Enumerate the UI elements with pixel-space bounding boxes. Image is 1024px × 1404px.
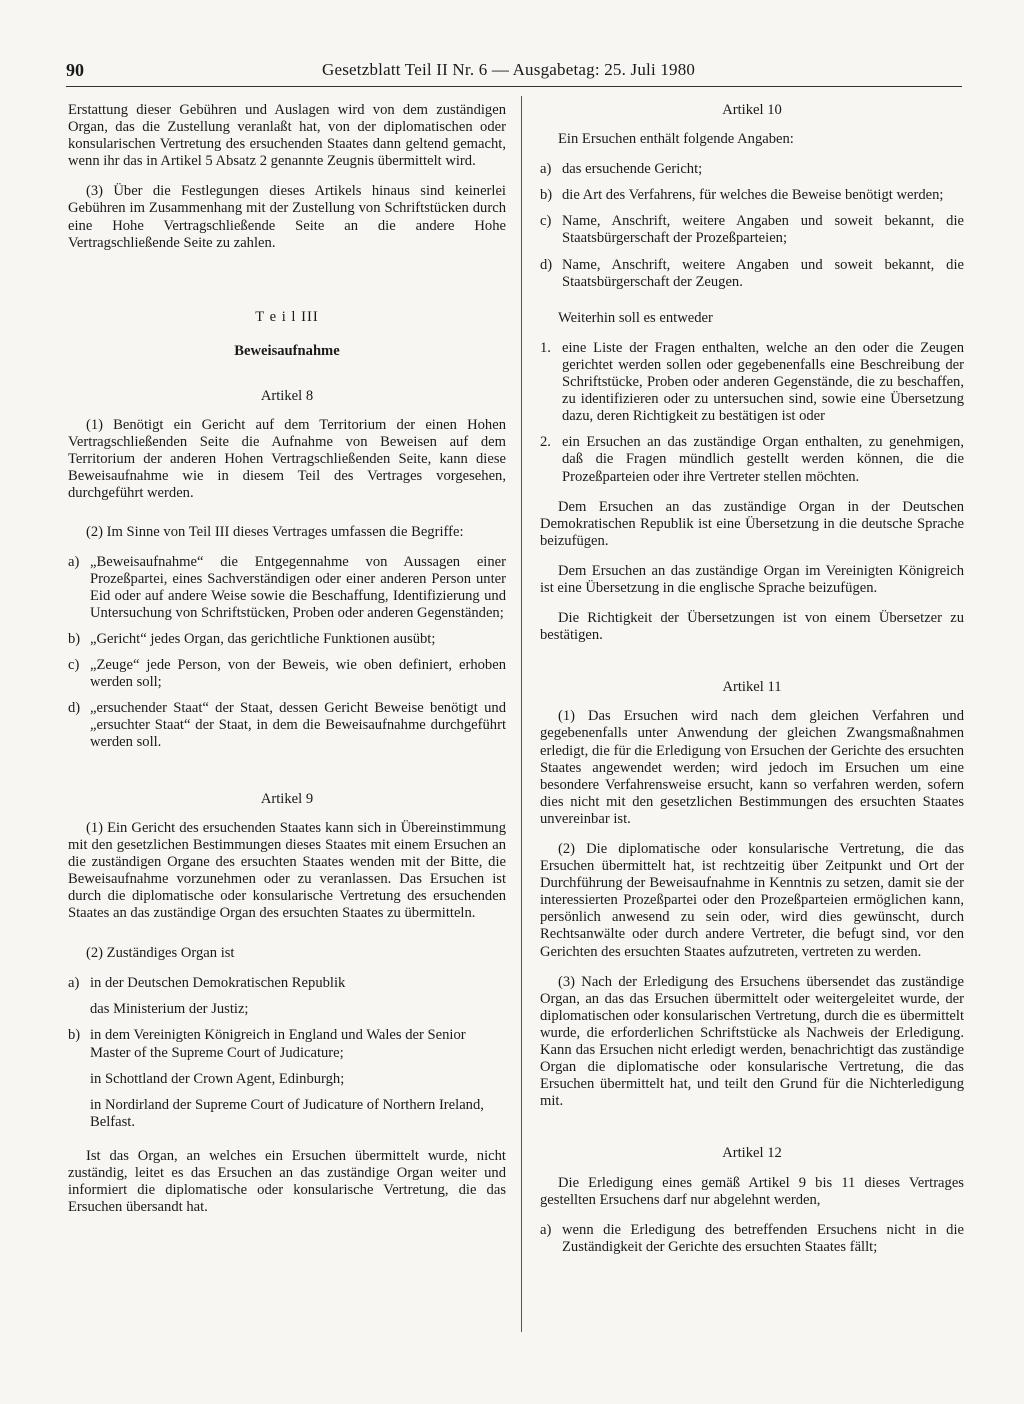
- paragraph: Die Richtigkeit der Übersetzungen ist von einem Übersetzer zu bestätigen.: [540, 610, 964, 644]
- list-item: c) Name, Anschrift, weitere Angaben und soweit bekannt, die Staatsbürgerschaft der Prozeßparteien;: [540, 213, 964, 247]
- list-item: c) „Zeuge“ jede Person, von der Beweis, wie oben definiert, erhoben werden soll;: [68, 657, 506, 691]
- article-heading: Artikel 9: [260, 790, 314, 807]
- paragraph: (1) Ein Gericht des ersuchenden Staates kann sich in Übereinstimmung mit den gesetzlichen Bestimmungen dieses Staates mit einem Ersuchen an die zuständigen Organe des ersuchten Staates wenden mit der Bitte, die Beweisaufnahme vorzunehmen oder zu veranlassen. Das Ersuchen ist durch die diplomatische oder konsularische Vertretung des ersuchenden Staates an das zuständige Organ des ersuchten Staates zu übermitteln.: [68, 819, 506, 922]
- paragraph: Ein Ersuchen enthält folgende Angaben:: [558, 131, 794, 148]
- list-item: a) in der Deutschen Demokratischen Republik: [68, 975, 346, 992]
- running-head: Gesetzblatt Teil II Nr. 6 — Ausgabetag: 25. Juli 1980: [322, 60, 696, 79]
- list-item: d) Name, Anschrift, weitere Angaben und soweit bekannt, die Staatsbürgerschaft der Zeugen.: [540, 256, 964, 290]
- list-item: 2. ein Ersuchen an das zuständige Organ enthalten, zu genehmigen, daß die Fragen mündlich gestellt werden können, die die Prozeßparteien oder ihre Vertreter stellen möchten.: [540, 434, 964, 485]
- list-item: b) in dem Vereinigten Königreich in England und Wales der Senior Master of the Supreme Court of Judicature;: [68, 1027, 466, 1061]
- list-item: a) wenn die Erledigung des betreffenden Ersuchens nicht in die Zuständigkeit der Gerichte des ersuchten Staates fällt;: [540, 1221, 964, 1255]
- paragraph: Erstattung dieser Gebühren und Auslagen wird von dem zuständigen Organ, das die Zustellung veranlaßt hat, von der diplomatischen oder konsularischen Vertretung des ersuchenden Staates dann geltend gemacht, wenn ihr das in Artikel 5 Absatz 2 genannte Zeugnis übermittelt wird.: [68, 102, 506, 170]
- list-item: b) die Art des Verfahrens, für welches die Beweise benötigt werden;: [540, 187, 944, 204]
- paragraph: (1) Benötigt ein Gericht auf dem Territorium der einen Hohen Vertragschließenden Seite die Aufnahme von Beweisen auf dem Territorium der anderen Hohen Vertragschließenden Seite, kann diese Beweisaufnahme wie in diesem Teil des Vertrages vorgesehen, durchgeführt werden.: [68, 417, 506, 502]
- list-item-continuation: in Schottland der Crown Agent, Edinburgh;: [90, 1070, 345, 1087]
- paragraph: (2) Zuständiges Organ ist: [86, 945, 235, 962]
- refusal-grounds-list: [540, 1222, 964, 1256]
- article-heading: Artikel 12: [722, 1145, 782, 1162]
- list-item: a) „Beweisaufnahme“ die Entgegennahme von Aussagen einer Prozeßpartei, eines Sachverständigen oder einer anderen Person unter Eid oder auf andere Weise sowie die Beschaffung, Identifizierung und Untersuchung von Schriftstücken, Proben oder anderen Gegenständen;: [68, 553, 506, 621]
- alternatives-list: [540, 340, 964, 486]
- paragraph: (3) Nach der Erledigung des Ersuchens übersendet das zuständige Organ, an das das Ersuchen übermittelt oder weitergeleitet wurde, der diplomatischen oder konsularischen Vertretung, durch die es übermittelt wurde, die erforderlichen Schriftstücke als Nachweis der Erledigung. Kann das Ersuchen nicht erledigt werden, benachrichtigt das zuständige Organ die diplomatische oder konsularische Vertretung, die das Ersuchen übermittelt hat, und teilt den Grund für die Nichterledigung mit.: [540, 973, 964, 1110]
- list-item: 1. eine Liste der Fragen enthalten, welche an den oder die Zeugen gerichtet werden sollen oder gegebenenfalls eine Beschreibung der Schriftstücke, Proben oder anderen Gegenstände, die zu beschaffen, zu identifizieren oder zu untersuchen sind, sowie eine Übersetzung dazu, deren Richtigkeit zu bestätigen ist oder: [540, 339, 964, 425]
- header-rule: [66, 86, 962, 87]
- part-title: Beweisaufnahme: [234, 342, 340, 359]
- list-item-continuation: in Nordirland der Supreme Court of Judicature of Northern Ireland, Belfast.: [90, 1096, 484, 1130]
- requirements-list: [540, 161, 964, 291]
- paragraph: Weiterhin soll es entweder: [558, 309, 713, 326]
- article-heading: Artikel 11: [722, 679, 782, 696]
- list-item: d) „ersuchender Staat“ der Staat, dessen Gericht Beweise benötigt und „ersuchter Staat“ der Staat, in dem die Beweisaufnahme durchgeführt werden soll.: [68, 700, 506, 751]
- paragraph: Die Erledigung eines gemäß Artikel 9 bis 11 dieses Vertrages gestellten Ersuchens darf nur abgelehnt werden,: [540, 1174, 964, 1208]
- paragraph: Dem Ersuchen an das zuständige Organ im Vereinigten Königreich ist eine Übersetzung in die englische Sprache beizufügen.: [540, 562, 964, 596]
- part-heading: T e i l III: [255, 308, 319, 325]
- list-item-continuation: das Ministerium der Justiz;: [90, 1001, 249, 1018]
- paragraph: (2) Im Sinne von Teil III dieses Vertrages umfassen die Begriffe:: [86, 523, 464, 540]
- paragraph: (1) Das Ersuchen wird nach dem gleichen Verfahren und gegebenenfalls unter Anwendung der gleichen Zwangsmaßnahmen erledigt, die für die Erledigung von Ersuchen der Gerichte des ersuchten Staates angewendet werden; wird jedoch im Ersuchen um eine besondere Verfahrensweise ersucht, kann so verfahren werden, sofern dies nicht mit den gesetzlichen Bestimmungen des ersuchten Staates unvereinbar ist.: [540, 708, 964, 827]
- paragraph: (3) Über die Festlegungen dieses Artikels hinaus sind keinerlei Gebühren im Zusammenhang mit der Zustellung von Schriftstücken durch eine Hohe Vertragschließende Seite an die andere Hohe Vertragschließende Seite zu zahlen.: [68, 183, 506, 251]
- article-heading: Artikel 8: [260, 387, 314, 404]
- page-number: 90: [66, 60, 84, 80]
- paragraph: (2) Die diplomatische oder konsularische Vertretung, die das Ersuchen übermittelt hat, ist rechtzeitig über Zeitpunkt und Ort der Durchführung der Beweisaufnahme in Kenntnis zu setzen, damit sie der interessierten Prozeßpartei oder den Prozeßparteien ermöglichen kann, persönlich anwesend zu sein oder, wird dies gewünscht, durch Rechtsanwälte oder durch andere Vertreter, die befugt sind, vor den Gerichten des ersuchten Staates aufzutreten, vertreten zu werden.: [540, 841, 964, 960]
- list-item: b) „Gericht“ jedes Organ, das gerichtliche Funktionen ausübt;: [68, 630, 436, 647]
- right-column: [540, 102, 964, 1269]
- left-column: [68, 102, 506, 1229]
- paragraph: Dem Ersuchen an das zuständige Organ in der Deutschen Demokratischen Republik ist eine Übersetzung in die deutsche Sprache beizufügen.: [540, 498, 964, 549]
- paragraph: Ist das Organ, an welches ein Ersuchen übermittelt wurde, nicht zuständig, leitet es das Ersuchen an das zuständige Organ weiter und informiert die diplomatische oder konsularische Vertretung, die das Ersuchen übersandt hat.: [68, 1147, 506, 1216]
- column-divider: [521, 96, 522, 1332]
- list-item: a) das ersuchende Gericht;: [540, 161, 703, 178]
- definitions-list: [68, 554, 506, 752]
- article-heading: Artikel 10: [722, 102, 782, 118]
- page-header: [66, 60, 964, 86]
